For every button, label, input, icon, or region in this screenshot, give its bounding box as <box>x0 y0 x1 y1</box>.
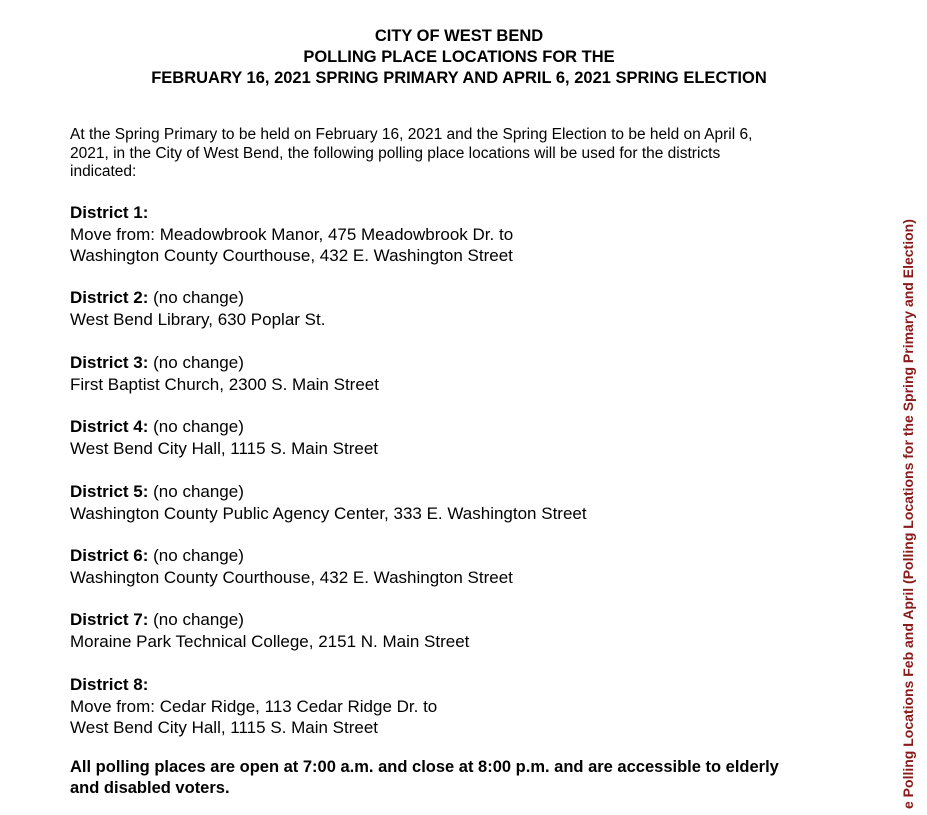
district-status: (no change) <box>148 288 244 307</box>
district-4 <box>70 416 850 459</box>
closing-line-2: and disabled voters. <box>70 779 230 797</box>
district-1 <box>70 202 850 267</box>
closing-line-1: All polling places are open at 7:00 a.m. and close at 8:00 p.m. and are accessible to elderly <box>70 758 779 776</box>
district-8 <box>70 674 850 739</box>
title-line-3: FEBRUARY 16, 2021 SPRING PRIMARY AND APRIL 6, 2021 SPRING ELECTION <box>151 69 767 87</box>
intro-paragraph <box>70 126 840 182</box>
district-line-1: Move from: Meadowbrook Manor, 475 Meadowbrook Dr. to <box>70 224 514 244</box>
district-heading <box>70 202 850 224</box>
district-5 <box>70 481 850 524</box>
district-heading <box>70 481 850 503</box>
district-status: (no change) <box>148 482 244 501</box>
district-line-1: West Bend Library, 630 Poplar St. <box>70 309 326 329</box>
district-line-2: Washington County Courthouse, 432 E. Washington Street <box>70 246 513 265</box>
district-heading <box>70 609 850 631</box>
district-label: District 3: <box>70 353 149 372</box>
district-line-1: Moraine Park Technical College, 2151 N. Main Street <box>70 631 470 651</box>
district-7 <box>70 609 850 652</box>
closing-note <box>70 757 850 799</box>
district-label: District 5: <box>70 482 149 501</box>
district-2 <box>70 287 850 330</box>
district-heading <box>70 545 850 567</box>
district-status: (no change) <box>148 417 244 436</box>
document-title <box>0 26 918 89</box>
district-line-1: Washington County Public Agency Center, 333 E. Washington Street <box>70 503 587 523</box>
intro-line-3: indicated: <box>70 163 137 180</box>
district-line-1: Washington County Courthouse, 432 E. Washington Street <box>70 567 513 587</box>
district-6 <box>70 545 850 588</box>
district-label: District 6: <box>70 546 149 565</box>
district-3 <box>70 352 850 395</box>
district-label: District 8: <box>70 675 149 694</box>
district-heading <box>70 416 850 438</box>
district-line-1: West Bend City Hall, 1115 S. Main Street <box>70 438 379 458</box>
district-label: District 1: <box>70 203 149 222</box>
district-status: (no change) <box>148 610 244 629</box>
intro-line-1: At the Spring Primary to be held on February 16, 2021 and the Spring Election to be held on April 6, <box>70 126 753 143</box>
district-status: (no change) <box>148 546 244 565</box>
district-label: District 7: <box>70 610 149 629</box>
district-heading <box>70 287 850 309</box>
district-line-1: First Baptist Church, 2300 S. Main Street <box>70 374 379 394</box>
district-line-2: West Bend City Hall, 1115 S. Main Street <box>70 718 379 737</box>
district-heading <box>70 674 850 696</box>
district-heading <box>70 352 850 374</box>
district-line-1: Move from: Cedar Ridge, 113 Cedar Ridge Dr. to <box>70 696 438 716</box>
title-line-1: CITY OF WEST BEND <box>374 27 544 45</box>
district-label: District 2: <box>70 288 149 307</box>
title-line-2: POLLING PLACE LOCATIONS FOR THE <box>303 48 615 66</box>
intro-line-2: 2021, in the City of West Bend, the following polling place locations will be used for the districts <box>70 144 721 162</box>
district-status: (no change) <box>148 353 244 372</box>
vertical-side-caption: e Polling Locations Feb and April (Polling Locations for the Spring Primary and Election) <box>900 219 916 809</box>
district-label: District 4: <box>70 417 149 436</box>
